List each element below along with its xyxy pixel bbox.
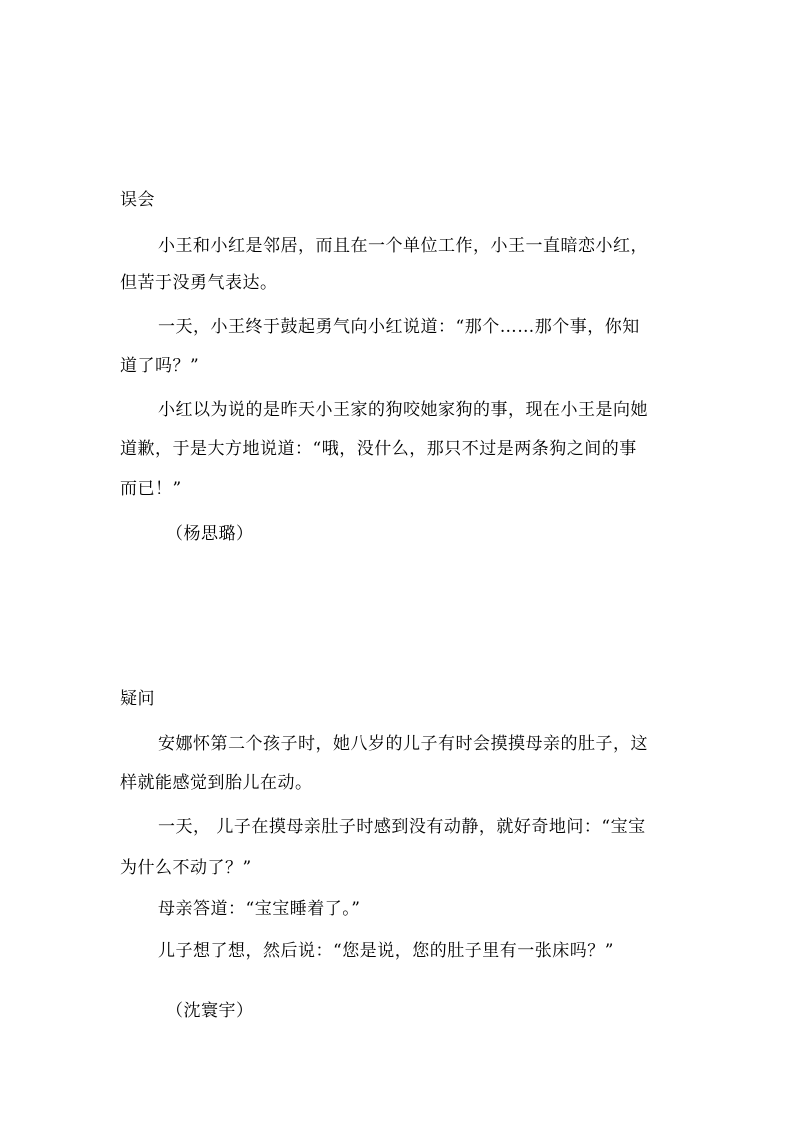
- story1-line-5: 小红以为说的是昨天小王家的狗咬她家狗的事，现在小王是向她: [158, 400, 648, 420]
- story1-author: （杨思璐）: [166, 524, 254, 544]
- story1-line-7: 而已！”: [120, 479, 182, 499]
- story2-line-6: 儿子想了想，然后说：“您是说，您的肚子里有一张床吗？”: [158, 941, 614, 961]
- story1-line-4: 道了吗？”: [120, 356, 200, 376]
- story1-line-6: 道歉，于是大方地说道：“哦，没什么，那只不过是两条狗之间的事: [120, 439, 637, 459]
- story2-line-5: 母亲答道：“宝宝睡着了。”: [158, 899, 361, 919]
- story2-title: 疑问: [120, 689, 155, 709]
- story1-title: 误会: [120, 190, 155, 210]
- story2-line-4: 为什么不动了？”: [120, 858, 252, 878]
- story1-line-2: 但苦于没勇气表达。: [120, 273, 278, 293]
- story2-line-3: 一天， 儿子在摸母亲肚子时感到没有动静，就好奇地问：“宝宝: [158, 817, 646, 837]
- story2-author: （沈寰宇）: [166, 1001, 254, 1021]
- story1-line-1: 小王和小红是邻居，而且在一个单位工作，小王一直暗恋小红，: [158, 236, 648, 256]
- story1-line-3: 一天，小王终于鼓起勇气向小红说道：“那个……那个事，你知: [158, 317, 640, 337]
- story2-line-2: 样就能感觉到胎儿在动。: [120, 773, 313, 793]
- story2-line-1: 安娜怀第二个孩子时，她八岁的儿子有时会摸摸母亲的肚子，这: [158, 734, 648, 754]
